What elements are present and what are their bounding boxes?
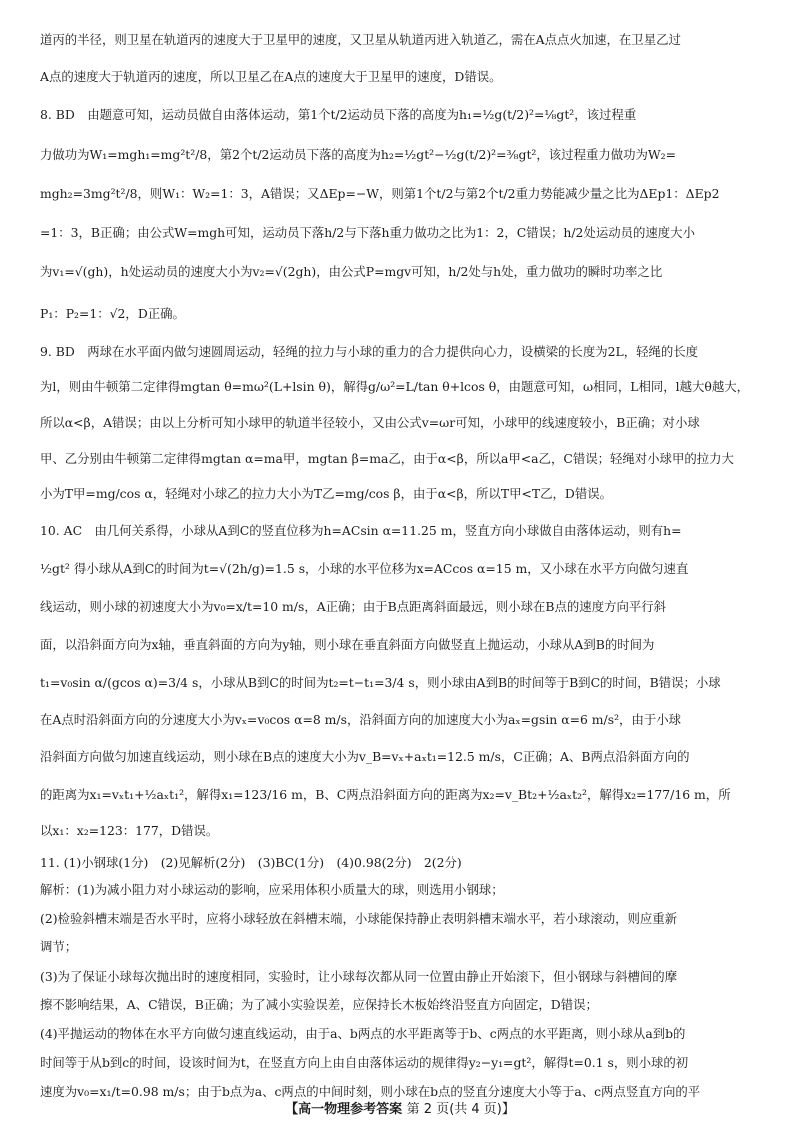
text-line: (3)为了保证小球每次抛出时的速度相同，实验时，让小球每次都从同一位置由静止开始滚下，但小钢球与斜槽间的摩	[40, 969, 678, 984]
text-line: =1：3，B正确；由公式W=mgh可知，运动员下落h/2与下落h重力做功之比为1：2，C错误；h/2处运动员的速度大小	[40, 225, 695, 240]
text-line: (4)平抛运动的物体在水平方向做匀速直线运动，由于a、b两点的水平距离等于b、c两点的水平距离，则小球从a到b的	[40, 1026, 686, 1041]
text-line: 在A点时沿斜面方向的分速度大小为vₓ=v₀cos α=8 m/s，沿斜面方向的加速度大小为aₓ=gsin α=6 m/s²，由于小球	[40, 712, 682, 727]
text-line: 为v₁=√(gh)，h处运动员的速度大小为v₂=√(2gh)，由公式P=mgv可知，h/2处与h处，重力做功的瞬时功率之比	[40, 264, 663, 279]
text-line: 小为T甲=mg/cos α，轻绳对小球乙的拉力大小为T乙=mg/cos β，由于α<β，所以T甲<T乙，D错误。	[40, 486, 613, 501]
footer-page-number: 第 2 页(共 4 页)】	[406, 1102, 515, 1117]
footer-title: 【高一物理参考答案	[285, 1102, 403, 1117]
text-line: 调节；	[40, 939, 78, 954]
text-line: 所以α<β，A错误；由以上分析可知小球甲的轨道半径较小，又由公式v=ωr可知，小球甲的线速度较小，B正确；对小球	[40, 415, 700, 430]
text-line: 速度为v₀=x₁/t=0.98 m/s；由于b点为a、c两点的中间时刻，则小球在b点的竖直分速度大小等于a、c两点竖直方向的平	[40, 1084, 701, 1099]
text-line: t₁=v₀sin α/(gcos α)=3/4 s，小球从B到C的时间为t₂=t−t₁=3/4 s，则小球由A到B的时间等于B到C的时间，B错误；小球	[40, 675, 721, 690]
text-line: 沿斜面方向做匀加速直线运动，则小球在B点的速度大小为v_B=vₓ+aₓt₁=12.5 m/s，C正确；A、B两点沿斜面方向的	[40, 749, 690, 764]
text-line: 9. BD 两球在水平面内做匀速圆周运动，轻绳的拉力与小球的重力的合力提供向心力，设横梁的长度为2L，轻绳的长度	[40, 344, 699, 359]
text-line: mgh₂=3mg²t²/8，则W₁：W₂=1：3，A错误；又ΔEp=−W，则第1个t/2与第2个t/2重力势能减少量之比为ΔEp1：ΔEp2	[40, 186, 720, 201]
text-line: 线运动，则小球的初速度大小为v₀=x/t=10 m/s，A正确；由于B点距离斜面最远，则小球在B点的速度方向平行斜	[40, 599, 667, 614]
text-line: ½gt² 得小球从A到C的时间为t=√(2h/g)=1.5 s，小球的水平位移为x=ACcos α=15 m，又小球在水平方向做匀速直	[40, 561, 689, 576]
text-line: 力做功为W₁=mgh₁=mg²t²/8，第2个t/2运动员下落的高度为h₂=½gt²−½g(t/2)²=⅜gt²，该过程重力做功为W₂=	[40, 147, 676, 162]
text-line: 解析：(1)为减小阻力对小球运动的影响，应采用体积小质量大的球，则选用小钢球；	[40, 882, 504, 897]
text-line: 道丙的半径，则卫星在轨道丙的速度大于卫星甲的速度，又卫星从轨道丙进入轨道乙，需在A点点火加速，在卫星乙过	[40, 32, 681, 47]
text-line: 为l，则由牛顿第二定律得mgtan θ=mω²(L+lsin θ)，解得g/ω²=L/tan θ+lcos θ，由题意可知，ω相同，L相同，l越大θ越大，	[40, 379, 749, 394]
text-line: 擦不影响结果，A、C错误，B正确；为了减小实验误差，应保持长木板始终沿竖直方向固定，D错误；	[40, 997, 598, 1012]
text-line: 11. (1)小钢球(1分) (2)见解析(2分) (3)BC(1分) (4)0.98(2分) 2(2分)	[40, 855, 462, 870]
text-line: 甲、乙分别由牛顿第二定律得mgtan α=ma甲，mgtan β=ma乙，由于α<β，所以a甲<a乙，C错误；轻绳对小球甲的拉力大	[40, 451, 734, 466]
text-line: (2)检验斜槽末端是否水平时，应将小球轻放在斜槽末端，小球能保持静止表明斜槽末端水平，若小球滚动，则应重新	[40, 911, 678, 926]
text-line: 的距离为x₁=vₓt₁+½aₓt₁²，解得x₁=123/16 m，B、C两点沿斜面方向的距离为x₂=v_Bt₂+½aₓt₂²，解得x₂=177/16 m，所	[40, 787, 731, 802]
text-line: P₁：P₂=1：√2，D正确。	[40, 306, 185, 321]
text-line: 面，以沿斜面方向为x轴，垂直斜面的方向为y轴，则小球在垂直斜面方向做竖直上抛运动，小球从A到B的时间为	[40, 637, 655, 652]
text-line: 以x₁：x₂=123：177，D错误。	[40, 823, 219, 838]
text-line: 时间等于从b到c的时间，设该时间为t，在竖直方向上由自由落体运动的规律得y₂−y₁=gt²，解得t=0.1 s，则小球的初	[40, 1055, 689, 1070]
text-line: A点的速度大于轨道丙的速度，所以卫星乙在A点的速度大于卫星甲的速度，D错误。	[40, 69, 502, 84]
page-footer	[0, 1098, 800, 1117]
text-line: 10. AC 由几何关系得，小球从A到C的竖直位移为h=ACsin α=11.25 m，竖直方向小球做自由落体运动，则有h=	[40, 523, 682, 538]
text-line: 8. BD 由题意可知，运动员做自由落体运动，第1个t/2运动员下落的高度为h₁=½g(t/2)²=⅛gt²，该过程重	[40, 107, 637, 122]
